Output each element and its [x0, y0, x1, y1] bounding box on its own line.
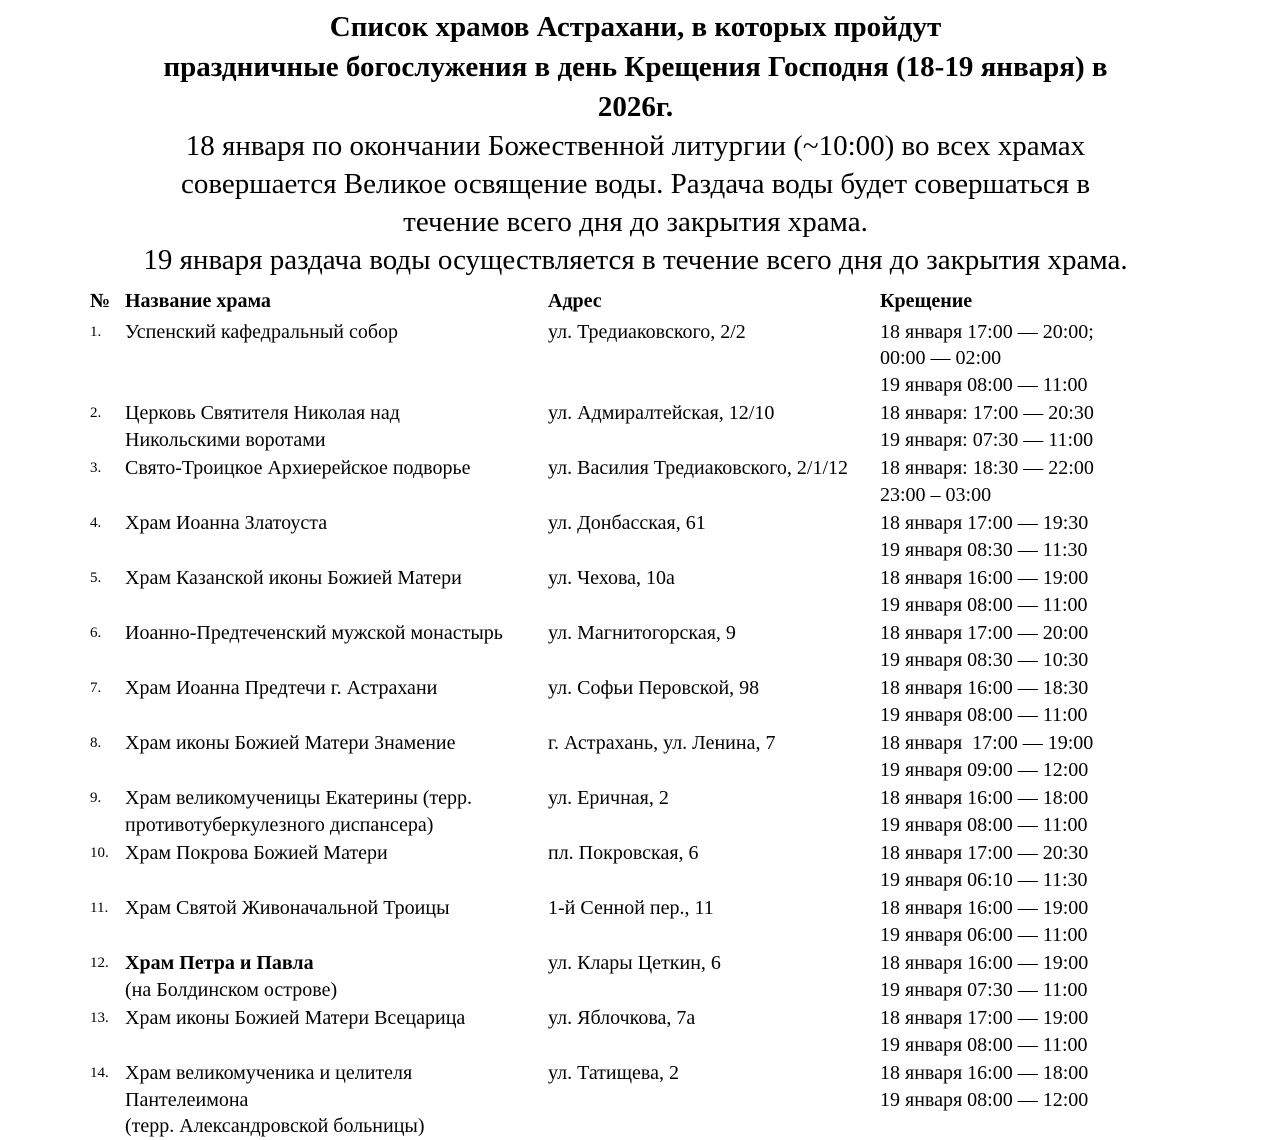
schedule-line: 19 января 07:30 — 11:00	[880, 978, 1088, 1001]
baptism-schedule	[880, 1060, 1271, 1140]
church-name	[125, 319, 548, 399]
column-header-name: Название храма	[125, 290, 271, 312]
church-name-line: (на Болдинском острове)	[125, 978, 338, 1001]
church-address: ул. Еричная, 2	[548, 787, 669, 809]
schedule-line: 19 января 08:00 — 12:00	[880, 1088, 1089, 1111]
row-number: 1.	[90, 323, 102, 340]
church-name-line: Иоанно-Предтеченский мужской монастырь	[125, 622, 503, 644]
schedule-line: 18 января 16:00 — 19:00	[880, 567, 1089, 589]
schedule-line: 19 января 09:00 — 12:00	[880, 758, 1089, 781]
schedule-line: 19 января 08:30 — 10:30	[880, 648, 1089, 671]
column-header-number: №	[90, 290, 111, 312]
church-name-line: Храм Иоанна Предтечи г. Астрахани	[125, 677, 438, 699]
church-name-line: Храм Иоанна Златоуста	[125, 512, 328, 534]
schedule-line: 19 января 08:00 — 11:00	[880, 703, 1088, 726]
row-number: 12.	[90, 955, 109, 971]
table-row	[90, 1060, 1271, 1140]
schedule-line: 23:00 – 03:00	[880, 483, 992, 506]
table-row	[90, 730, 1271, 783]
schedule-line: 19 января 08:00 — 11:00	[880, 813, 1088, 836]
church-name	[125, 455, 548, 508]
church-address: ул. Софьи Перовской, 98	[548, 677, 760, 699]
church-name	[125, 730, 548, 783]
baptism-schedule	[880, 840, 1271, 893]
schedule-line: 18 января 16:00 — 18:00	[880, 787, 1089, 809]
church-address: г. Астрахань, ул. Ленина, 7	[548, 732, 776, 754]
table-row	[90, 510, 1271, 563]
church-name	[125, 895, 548, 948]
schedule-line: 19 января 08:00 — 11:00	[880, 373, 1088, 396]
table-row	[90, 785, 1271, 838]
intro-line-1: 18 января по окончании Божественной литургии (~10:00) во всех храмах	[185, 130, 1086, 162]
table-row	[90, 455, 1271, 508]
church-name-line: Свято-Троицкое Архиерейское подворье	[125, 457, 471, 479]
baptism-schedule	[880, 1005, 1271, 1058]
table-row	[90, 895, 1271, 948]
schedule-line: 19 января 08:30 — 11:30	[880, 538, 1088, 561]
church-name	[125, 1005, 548, 1058]
row-number: 5.	[90, 570, 102, 586]
church-address: ул. Донбасская, 61	[548, 512, 706, 534]
church-address: ул. Тредиаковского, 2/2	[548, 320, 746, 343]
table-body	[90, 319, 1271, 1140]
schedule-line: 18 января 16:00 — 18:30	[880, 677, 1089, 699]
row-number: 14.	[90, 1065, 109, 1081]
church-address: ул. Василия Тредиаковского, 2/1/12	[548, 457, 849, 479]
baptism-schedule	[880, 510, 1271, 563]
schedule-line: 19 января 06:00 — 11:00	[880, 923, 1088, 946]
row-number: 2.	[90, 405, 102, 421]
church-name-line: Храм великомученицы Екатерины (терр.	[125, 787, 473, 809]
baptism-schedule	[880, 675, 1271, 728]
church-name-line: (терр. Александровской больницы)	[125, 1115, 425, 1137]
schedule-line: 18 января 16:00 — 19:00	[880, 897, 1089, 919]
row-number: 8.	[90, 735, 102, 751]
church-name	[125, 675, 548, 728]
table-row	[90, 620, 1271, 673]
schedule-line: 18 января 17:00 — 20:00;	[880, 320, 1094, 343]
schedule-line: 18 января 17:00 — 19:00	[880, 1007, 1089, 1029]
church-address: ул. Татищева, 2	[548, 1062, 679, 1084]
table-row	[90, 565, 1271, 618]
schedule-line: 00:00 — 02:00	[880, 347, 1002, 369]
church-address: ул. Яблочкова, 7а	[548, 1007, 696, 1029]
church-name	[125, 1060, 548, 1140]
schedule-line: 19 января: 07:30 — 11:00	[880, 428, 1094, 451]
church-name-line: Храм великомученика и целителя	[125, 1062, 413, 1084]
intro-line-2: совершается Великое освящение воды. Раздача воды будет совершаться в	[180, 168, 1091, 200]
church-name-line: Храм Покрова Божией Матери	[125, 842, 388, 864]
baptism-schedule	[880, 455, 1271, 508]
schedule-line: 18 января 17:00 — 20:00	[880, 622, 1089, 644]
document-title	[0, 7, 1271, 127]
church-name	[125, 510, 548, 563]
baptism-schedule	[880, 565, 1271, 618]
baptism-schedule	[880, 895, 1271, 948]
schedule-line: 18 января 16:00 — 19:00	[880, 952, 1089, 974]
schedule-line: 18 января: 17:00 — 20:30	[880, 402, 1094, 424]
title-line-3: 2026г.	[597, 91, 674, 123]
church-address: пл. Покровская, 6	[548, 842, 699, 864]
church-name-line: Храм Казанской иконы Божией Матери	[125, 567, 462, 589]
note-paragraph: 19 января раздача воды осуществляется в течение всего дня до закрытия храма.	[143, 244, 1128, 276]
church-name	[125, 840, 548, 893]
church-name	[125, 565, 548, 618]
schedule-line: 18 января 16:00 — 18:00	[880, 1062, 1089, 1084]
table-row	[90, 840, 1271, 893]
schedule-line: 18 января: 18:30 — 22:00	[880, 457, 1094, 479]
schedule-line: 18 января 17:00 — 19:00	[880, 732, 1094, 754]
table-row	[90, 400, 1271, 453]
church-address: ул. Магнитогорская, 9	[548, 622, 736, 644]
table-header-row	[90, 288, 1271, 315]
church-address: ул. Клары Цеткин, 6	[548, 952, 721, 974]
baptism-schedule	[880, 730, 1271, 783]
table-row	[90, 319, 1271, 399]
church-name-line: Храм иконы Божией Матери Всецарица	[125, 1007, 466, 1029]
column-header-baptism: Крещение	[880, 290, 973, 312]
row-number: 13.	[90, 1010, 109, 1026]
table-row	[90, 950, 1271, 1003]
row-number: 4.	[90, 515, 102, 531]
row-number: 3.	[90, 460, 102, 476]
church-address: 1-й Сенной пер., 11	[548, 897, 714, 919]
church-name-line: Храм иконы Божией Матери Знамение	[125, 732, 456, 754]
baptism-schedule	[880, 400, 1271, 453]
intro-line-3: течение всего дня до закрытия храма.	[403, 206, 868, 238]
church-name	[125, 400, 548, 453]
row-number: 10.	[90, 845, 109, 861]
schedule-line: 19 января 08:00 — 11:00	[880, 593, 1088, 616]
title-line-2: праздничные богослужения в день Крещения Господня (18-19 января) в	[163, 51, 1108, 83]
column-header-address: Адрес	[548, 290, 602, 312]
church-name	[125, 785, 548, 838]
church-name-line: Успенский кафедральный собор	[125, 320, 399, 343]
church-name-line: Храм Святой Живоначальной Троицы	[125, 897, 450, 919]
church-name-line: Никольскими воротами	[125, 428, 326, 451]
church-name-line: Храм Петра и Павла	[125, 952, 314, 974]
baptism-schedule	[880, 785, 1271, 838]
schedule-line: 19 января 06:10 — 11:30	[880, 868, 1088, 891]
church-table	[90, 288, 1271, 1140]
row-number: 7.	[90, 680, 102, 696]
church-name-line: Церковь Святителя Николая над	[125, 402, 400, 424]
baptism-schedule	[880, 620, 1271, 673]
church-name-line: Пантелеимона	[125, 1088, 249, 1111]
baptism-schedule	[880, 950, 1271, 1003]
church-name	[125, 950, 548, 1003]
schedule-line: 18 января 17:00 — 20:30	[880, 842, 1089, 864]
baptism-schedule	[880, 319, 1271, 399]
church-address: ул. Чехова, 10а	[548, 567, 675, 589]
table-row	[90, 675, 1271, 728]
church-name-line: противотуберкулезного диспансера)	[125, 813, 434, 836]
schedule-line: 18 января 17:00 — 19:30	[880, 512, 1089, 534]
church-address: ул. Адмиралтейская, 12/10	[548, 402, 775, 424]
row-number: 6.	[90, 625, 102, 641]
church-name	[125, 620, 548, 673]
schedule-line: 19 января 08:00 — 11:00	[880, 1033, 1088, 1056]
intro-paragraph	[0, 127, 1271, 241]
table-row	[90, 1005, 1271, 1058]
row-number: 9.	[90, 790, 102, 806]
title-line-1: Список храмов Астрахани, в которых пройдут	[329, 11, 942, 43]
row-number: 11.	[90, 900, 109, 916]
